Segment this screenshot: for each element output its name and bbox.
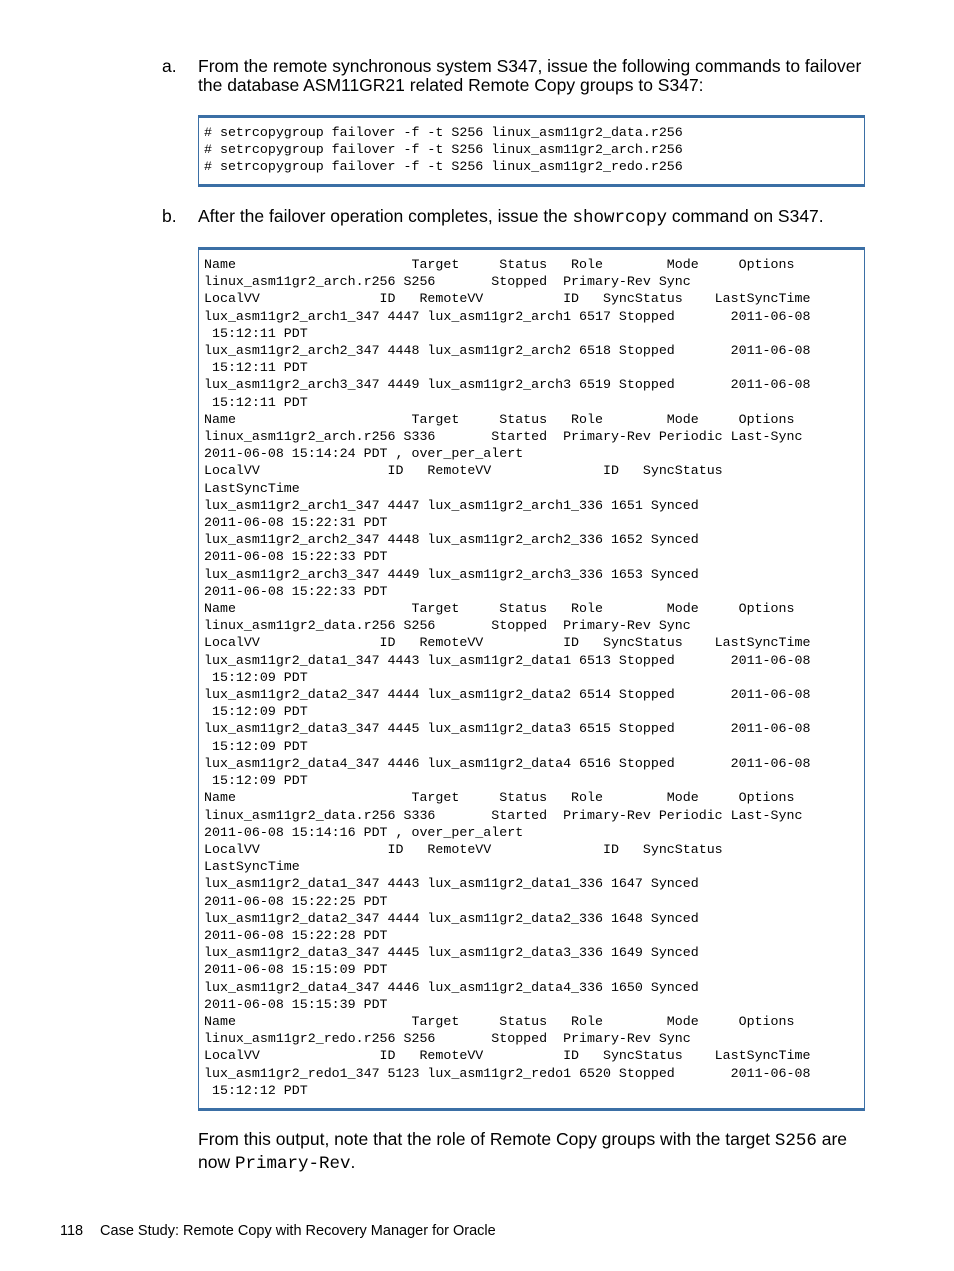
note-text-middle: are now — [198, 1129, 848, 1172]
page-footer — [60, 1223, 496, 1239]
showrcopy-output-code: Name Target Status Role Mode Options linux_asm11gr2_arch.r256 S256 Stopped Primary-Rev Sync LocalVV ID RemoteVV ID SyncStatus LastSyncTime lux_asm11gr2_arch1_347 4447 lux_asm11gr2_arch1 6517 Stopped 2011-06-08 15:12:11 PDT lux_asm11gr2_arch2_347 4448 lux_asm11gr2_arch2 6518 Stopped 2011-06-08 15:12:11 PDT lux_asm11gr2_arch3_347 4449 lux_asm11gr2_arch3 6519 Stopped 2011-06-08 15:12:11 PDT Name Target Status Role Mode Options linux_asm11gr2_arch.r256 S336 Started Primary-Rev Periodic Last-Sync 2011-06-08 15:14:24 PDT , over_per_alert LocalVV ID RemoteVV ID SyncStatus LastSyncTime lux_asm11gr2_arch1_347 4447 lux_asm11gr2_arch1_336 1651 Synced 2011-06-08 15:22:31 PDT lux_asm11gr2_arch2_347 4448 lux_asm11gr2_arch2_336 1652 Synced 2011-06-08 15:22:33 PDT lux_asm11gr2_arch3_347 4449 lux_asm11gr2_arch3_336 1653 Synced 2011-06-08 15:22:33 PDT Name Target Status Role Mode Options linux_asm11gr2_data.r256 S256 Stopped Primary-Rev Sync LocalVV ID RemoteVV ID SyncStatus LastSyncTime lux_asm11gr2_data1_347 4443 lux_asm11gr2_data1 6513 Stopped 2011-06-08 15:12:09 PDT lux_asm11gr2_data2_347 4444 lux_asm11gr2_data2 6514 Stopped 2011-06-08 15:12:09 PDT lux_asm11gr2_data3_347 4445 lux_asm11gr2_data3 6515 Stopped 2011-06-08 15:12:09 PDT lux_asm11gr2_data4_347 4446 lux_asm11gr2_data4 6516 Stopped 2011-06-08 15:12:09 PDT Name Target Status Role Mode Options linux_asm11gr2_data.r256 S336 Started Primary-Rev Periodic Last-Sync 2011-06-08 15:14:16 PDT , over_per_alert LocalVV ID RemoteVV ID SyncStatus LastSyncTime lux_asm11gr2_data1_347 4443 lux_asm11gr2_data1_336 1647 Synced 2011-06-08 15:22:25 PDT lux_asm11gr2_data2_347 4444 lux_asm11gr2_data2_336 1648 Synced 2011-06-08 15:22:28 PDT lux_asm11gr2_data3_347 4445 lux_asm11gr2_data3_336 1649 Synced 2011-06-08 15:15:09 PDT lux_asm11gr2_data4_347 4446 lux_asm11gr2_data4_336 1650 Synced 2011-06-08 15:15:39 PDT Name Target Status Role Mode Options linux_asm11gr2_redo.r256 S256 Stopped Primary-Rev Sync LocalVV ID RemoteVV ID SyncStatus LastSyncTime lux_asm11gr2_redo1_347 5123 lux_asm11gr2_redo1 6520 Stopped 2011-06-08 15:12:12 PDT — [204, 257, 811, 1098]
step-a-text: From the remote synchronous system S347, issue the following commands to failover the database ASM11GR21 related Remote Copy groups to S347: — [198, 56, 862, 95]
note-role-code: Primary-Rev — [234, 1154, 351, 1174]
failover-commands-block — [198, 115, 865, 187]
output-note — [198, 1129, 878, 1175]
step-b-text-before: After the failover operation completes, issue the — [198, 206, 573, 226]
step-b-marker: b. — [162, 206, 177, 226]
showrcopy-output-block — [198, 247, 865, 1111]
failover-commands-code: # setrcopygroup failover -f -t S256 linux_asm11gr2_data.r256 # setrcopygroup failover -f -t S256 linux_asm11gr2_arch.r256 # setrcopygroup failover -f -t S256 linux_asm11gr2_redo.r256 — [204, 125, 683, 175]
step-a-marker: a. — [162, 56, 177, 76]
note-target-code: S256 — [774, 1131, 817, 1151]
note-text-after: . — [350, 1152, 356, 1172]
step-b-text-after: command on S347. — [667, 206, 824, 226]
step-b-text — [198, 207, 868, 228]
footer-title: Case Study: Remote Copy with Recovery Manager for Oracle — [100, 1223, 496, 1239]
note-text-before: From this output, note that the role of Remote Copy groups with the target — [198, 1129, 775, 1149]
showrcopy-command: showrcopy — [572, 208, 668, 228]
page-number: 118 — [60, 1223, 84, 1239]
